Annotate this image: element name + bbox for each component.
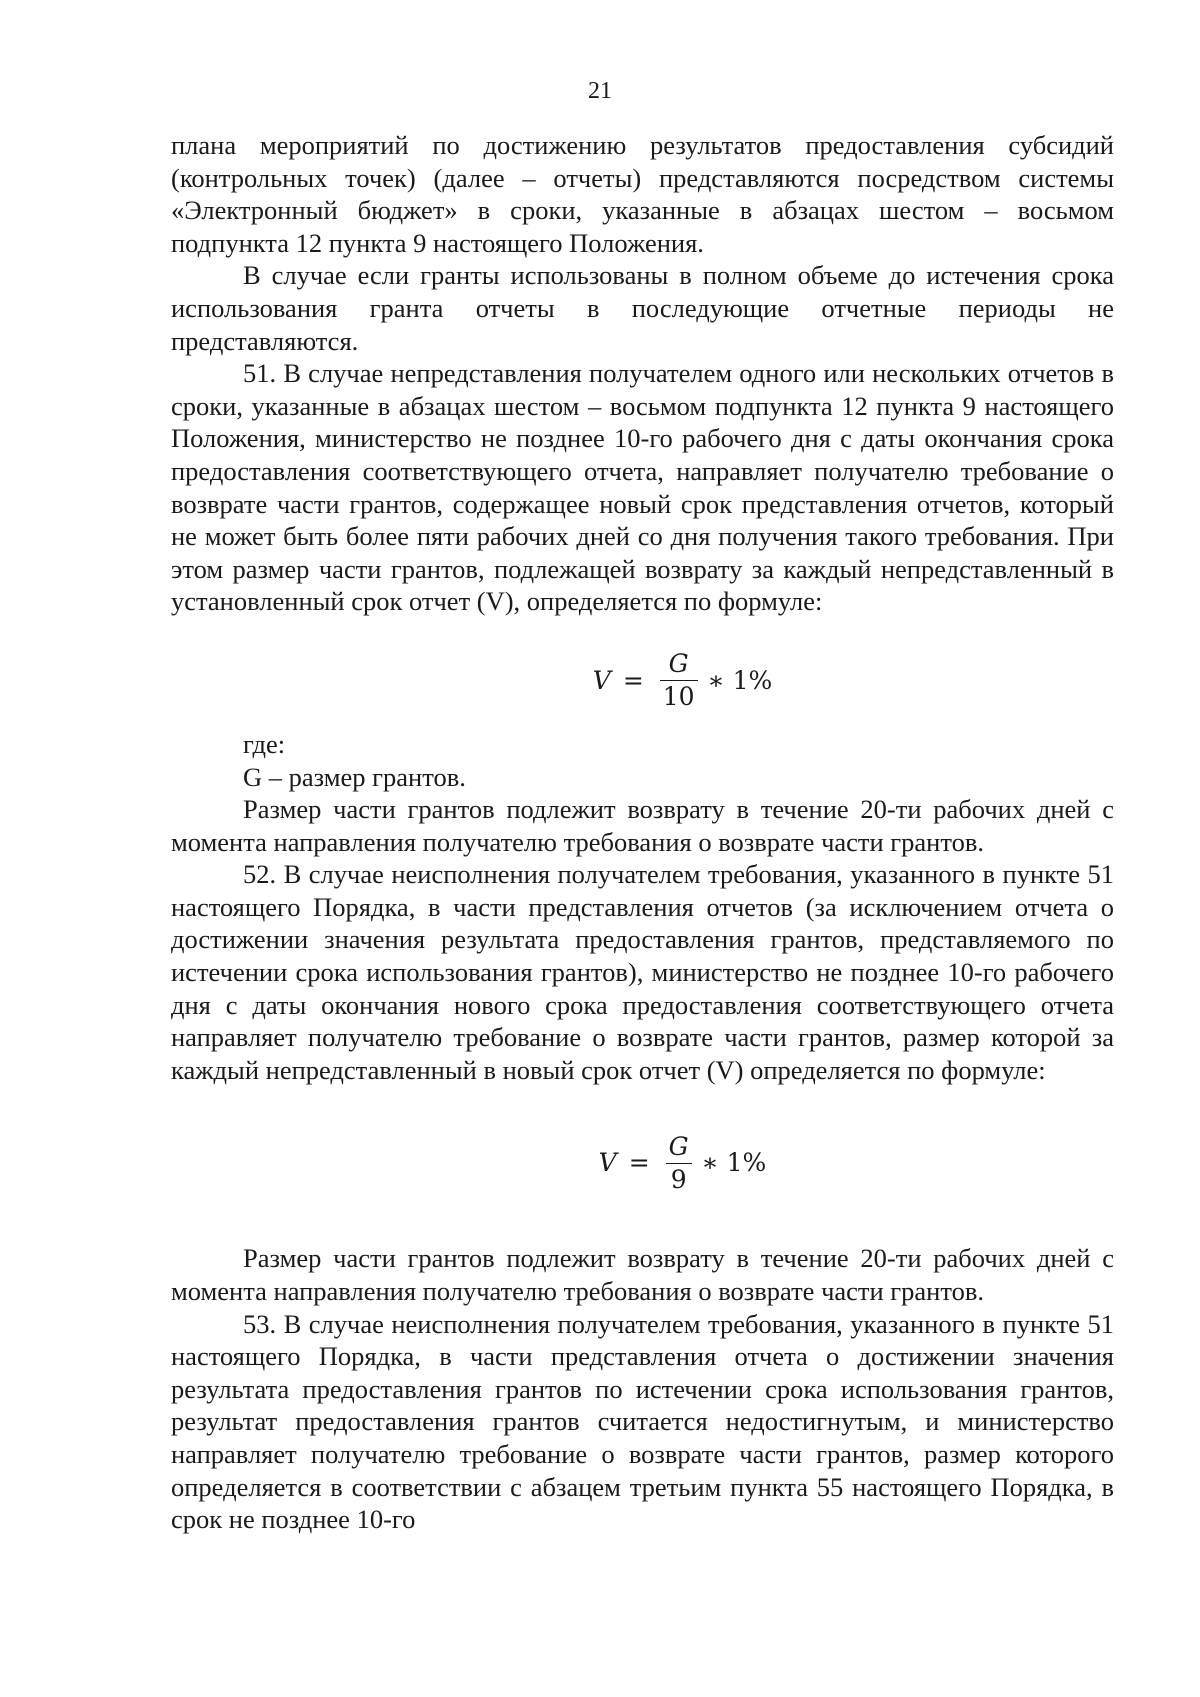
formula-2 (171, 1126, 1114, 1200)
paragraph-grants-used: В случае если гранты использованы в полном объеме до истечения срока использования гранта отчеты в последующие отчетные периоды не представляются. (171, 260, 1114, 356)
formula-2-lhs: V (598, 1148, 617, 1178)
paragraph-reports-continuation: плана мероприятий по достижению результатов предоставления субсидий (контрольных точек) (далее – отчеты) представляются посредством системы «Электронный бюджет» в сроки, указанные в абзацах шестом – восьмом подпункта 12 пункта 9 настоящего Положения. (171, 130, 1114, 258)
document-body (171, 129, 1114, 1536)
formula-2-percent: 1% (726, 1148, 767, 1178)
formula-1-denominator: 10 (662, 682, 695, 712)
formula-1-percent: 1% (732, 665, 773, 695)
formula-2-equals: = (628, 1148, 650, 1178)
paragraph-return-term-1: Размер части грантов подлежит возврату в течение 20-ти рабочих дней с момента направления получателю требования о возврате части грантов. (171, 794, 1114, 857)
formula-1-equals: = (622, 665, 644, 695)
formula-1-numerator: G (668, 649, 689, 679)
formula-1-operator: ∗ (707, 665, 725, 695)
paragraph-g-definition: G – размер грантов. (243, 761, 466, 792)
formula-2-fraction (666, 1131, 692, 1196)
page-number: 21 (588, 78, 612, 104)
paragraph-51: 51. В случае непредставления получателем одного или нескольких отчетов в сроки, указанные в абзацах шестом – восьмом подпункта 12 пункта 9 настоящего Положения, министерство не позднее 10-го рабочего дня с даты окончания срока предоставления соответствующего отчета, направляет получателю требование о возврате части грантов, содержащее новый срок представления отчетов, который не может быть более пяти рабочих дней со дня получения такого требования. При этом размер части грантов, подлежащей возврату за каждый непредставленный в установленный срок отчет (V), определяется по формуле: (171, 358, 1114, 617)
paragraph-where: где: (243, 728, 286, 759)
paragraph-53: 53. В случае неисполнения получателем требования, указанного в пункте 51 настоящего Порядка, в части представления отчета о достижении значения результата предоставления грантов по истечении срока использования грантов, результат предоставления грантов считается недостигнутым, и министерство направляет получателю требование о возврате части грантов, размер которого определяется в соответствии с абзацем третьим пункта 55 настоящего Порядка, в срок не позднее 10-го (171, 1308, 1114, 1535)
formula-2-operator: ∗ (701, 1148, 719, 1178)
paragraph-return-term-2: Размер части грантов подлежит возврату в течение 20-ти рабочих дней с момента направления получателю требования о возврате части грантов. (171, 1243, 1114, 1307)
formula-2-numerator: G (668, 1131, 689, 1161)
formula-1-lhs: V (592, 665, 611, 695)
paragraph-52: 52. В случае неисполнения получателем требования, указанного в пункте 51 настоящего Порядка, в части представления отчетов (за исключением отчета о достижении значения результата предоставления грантов, представляемого по истечении срока использования грантов), министерство не позднее 10-го рабочего дня с даты окончания нового срока предоставления соответствующего отчета направляет получателю требование о возврате части грантов, размер которой за каждый непредставленный в новый срок отчет (V) определяется по формуле: (171, 859, 1114, 1085)
formula-1 (171, 644, 1114, 718)
formula-2-denominator: 9 (670, 1164, 687, 1194)
formula-1-fraction (660, 648, 698, 713)
